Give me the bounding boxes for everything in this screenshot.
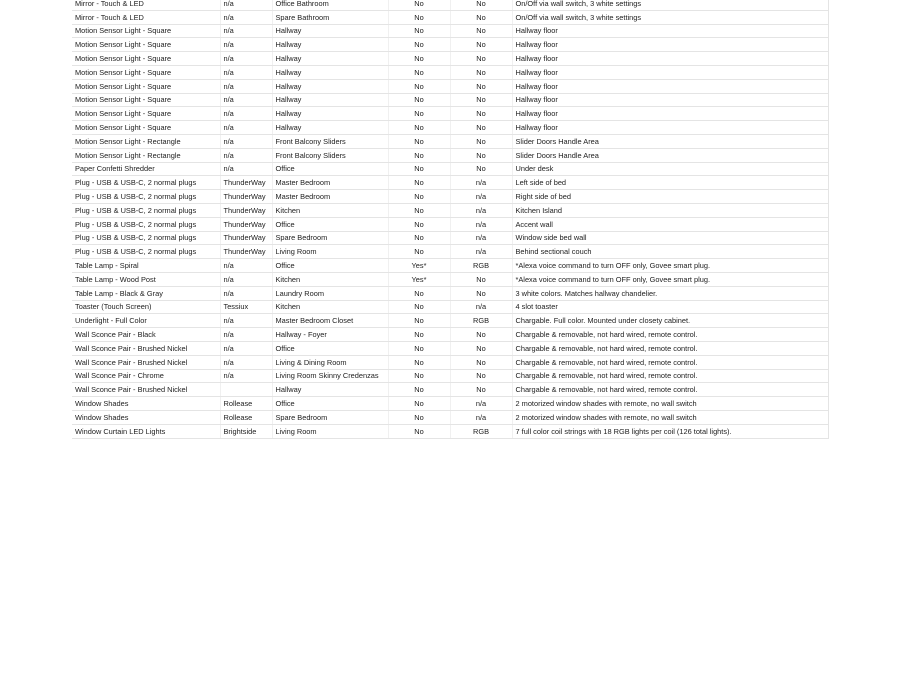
cell-item[interactable]: Wall Sconce Pair - Brushed Nickel: [72, 341, 220, 355]
cell-brand[interactable]: ThunderWay: [220, 245, 272, 259]
cell-color[interactable]: n/a: [450, 245, 512, 259]
table-row: [72, 231, 828, 245]
cell-brand[interactable]: n/a: [220, 24, 272, 38]
cell-brand[interactable]: ThunderWay: [220, 231, 272, 245]
table-row: [72, 424, 828, 438]
cell-notes[interactable]: Chargable & removable, not hard wired, remote control.: [512, 328, 828, 342]
cell-brand[interactable]: n/a: [220, 369, 272, 383]
cell-notes[interactable]: Hallway floor: [512, 38, 828, 52]
cell-brand[interactable]: n/a: [220, 341, 272, 355]
cell-voice-control[interactable]: No: [388, 65, 450, 79]
table-row: [72, 65, 828, 79]
cell-item[interactable]: Plug - USB & USB-C, 2 normal plugs: [72, 231, 220, 245]
cell-color[interactable]: RGB: [450, 314, 512, 328]
cell-item[interactable]: Toaster (Touch Screen): [72, 300, 220, 314]
cell-brand[interactable]: n/a: [220, 0, 272, 10]
cell-location[interactable]: Hallway: [272, 65, 388, 79]
cell-item[interactable]: Plug - USB & USB-C, 2 normal plugs: [72, 190, 220, 204]
cell-location[interactable]: Hallway: [272, 52, 388, 66]
cell-brand[interactable]: n/a: [220, 134, 272, 148]
table-row: [72, 0, 828, 10]
cell-brand[interactable]: n/a: [220, 52, 272, 66]
cell-notes[interactable]: On/Off via wall switch, 3 white settings: [512, 0, 828, 10]
cell-notes[interactable]: 3 white colors. Matches hallway chandelier.: [512, 286, 828, 300]
cell-notes[interactable]: *Alexa voice command to turn OFF only, Govee smart plug.: [512, 272, 828, 286]
cell-color[interactable]: No: [450, 10, 512, 24]
cell-voice-control[interactable]: No: [388, 383, 450, 397]
cell-voice-control[interactable]: No: [388, 300, 450, 314]
table-row: [72, 369, 828, 383]
table-row: [72, 217, 828, 231]
cell-brand[interactable]: n/a: [220, 10, 272, 24]
cell-color[interactable]: n/a: [450, 217, 512, 231]
cell-location[interactable]: Office: [272, 341, 388, 355]
cell-color[interactable]: No: [450, 355, 512, 369]
table-row: [72, 107, 828, 121]
cell-brand[interactable]: Rollease: [220, 410, 272, 424]
cell-item[interactable]: Motion Sensor Light - Rectangle: [72, 148, 220, 162]
cell-notes[interactable]: Chargable. Full color. Mounted under closety cabinet.: [512, 314, 828, 328]
cell-brand[interactable]: n/a: [220, 314, 272, 328]
cell-item[interactable]: Plug - USB & USB-C, 2 normal plugs: [72, 203, 220, 217]
cell-color[interactable]: No: [450, 341, 512, 355]
cell-notes[interactable]: Chargable & removable, not hard wired, remote control.: [512, 383, 828, 397]
cell-voice-control[interactable]: Yes*: [388, 272, 450, 286]
cell-color[interactable]: No: [450, 52, 512, 66]
cell-color[interactable]: No: [450, 79, 512, 93]
cell-voice-control[interactable]: No: [388, 79, 450, 93]
cell-notes[interactable]: Right side of bed: [512, 190, 828, 204]
cell-color[interactable]: n/a: [450, 410, 512, 424]
table-row: [72, 259, 828, 273]
cell-brand[interactable]: n/a: [220, 162, 272, 176]
cell-item[interactable]: Mirror - Touch & LED: [72, 10, 220, 24]
cell-notes[interactable]: Hallway floor: [512, 65, 828, 79]
cell-location[interactable]: Living Room Skinny Credenzas: [272, 369, 388, 383]
cell-location[interactable]: Spare Bathroom: [272, 10, 388, 24]
cell-notes[interactable]: Chargable & removable, not hard wired, remote control.: [512, 369, 828, 383]
cell-location[interactable]: Hallway: [272, 93, 388, 107]
cell-notes[interactable]: Hallway floor: [512, 52, 828, 66]
cell-location[interactable]: Master Bedroom: [272, 190, 388, 204]
cell-item[interactable]: Wall Sconce Pair - Black: [72, 328, 220, 342]
device-inventory-table: [72, 0, 829, 439]
cell-voice-control[interactable]: No: [388, 0, 450, 10]
cell-item[interactable]: Plug - USB & USB-C, 2 normal plugs: [72, 176, 220, 190]
cell-notes[interactable]: *Alexa voice command to turn OFF only, Govee smart plug.: [512, 259, 828, 273]
cell-item[interactable]: Plug - USB & USB-C, 2 normal plugs: [72, 217, 220, 231]
cell-voice-control[interactable]: No: [388, 355, 450, 369]
cell-voice-control[interactable]: No: [388, 203, 450, 217]
cell-brand[interactable]: ThunderWay: [220, 176, 272, 190]
cell-location[interactable]: Spare Bedroom: [272, 410, 388, 424]
cell-color[interactable]: n/a: [450, 397, 512, 411]
table-row: [72, 300, 828, 314]
table-body: [72, 0, 828, 438]
cell-brand[interactable]: ThunderWay: [220, 217, 272, 231]
cell-item[interactable]: Paper Confetti Shredder: [72, 162, 220, 176]
cell-brand[interactable]: n/a: [220, 259, 272, 273]
cell-location[interactable]: Kitchen: [272, 272, 388, 286]
cell-brand[interactable]: n/a: [220, 286, 272, 300]
cell-brand[interactable]: n/a: [220, 355, 272, 369]
cell-voice-control[interactable]: No: [388, 176, 450, 190]
cell-location[interactable]: Office Bathroom: [272, 0, 388, 10]
cell-notes[interactable]: Slider Doors Handle Area: [512, 134, 828, 148]
cell-color[interactable]: No: [450, 383, 512, 397]
cell-item[interactable]: Motion Sensor Light - Square: [72, 52, 220, 66]
cell-notes[interactable]: Hallway floor: [512, 93, 828, 107]
cell-location[interactable]: Kitchen: [272, 300, 388, 314]
cell-brand[interactable]: n/a: [220, 148, 272, 162]
cell-color[interactable]: No: [450, 134, 512, 148]
cell-item[interactable]: Mirror - Touch & LED: [72, 0, 220, 10]
cell-item[interactable]: Table Lamp - Black & Gray: [72, 286, 220, 300]
cell-item[interactable]: Motion Sensor Light - Square: [72, 24, 220, 38]
table-row: [72, 328, 828, 342]
cell-brand[interactable]: n/a: [220, 328, 272, 342]
cell-voice-control[interactable]: No: [388, 397, 450, 411]
cell-color[interactable]: n/a: [450, 176, 512, 190]
cell-item[interactable]: Wall Sconce Pair - Brushed Nickel: [72, 383, 220, 397]
cell-location[interactable]: Laundry Room: [272, 286, 388, 300]
cell-item[interactable]: Wall Sconce Pair - Chrome: [72, 369, 220, 383]
cell-brand[interactable]: n/a: [220, 93, 272, 107]
cell-color[interactable]: RGB: [450, 259, 512, 273]
cell-notes[interactable]: Accent wall: [512, 217, 828, 231]
cell-item[interactable]: Motion Sensor Light - Square: [72, 79, 220, 93]
cell-voice-control[interactable]: No: [388, 286, 450, 300]
cell-voice-control[interactable]: No: [388, 245, 450, 259]
cell-color[interactable]: No: [450, 272, 512, 286]
table-row: [72, 121, 828, 135]
cell-location[interactable]: Hallway: [272, 38, 388, 52]
table-row: [72, 93, 828, 107]
cell-voice-control[interactable]: No: [388, 10, 450, 24]
cell-item[interactable]: Table Lamp - Spiral: [72, 259, 220, 273]
cell-notes[interactable]: 2 motorized window shades with remote, no wall switch: [512, 397, 828, 411]
table-row: [72, 383, 828, 397]
cell-brand[interactable]: ThunderWay: [220, 190, 272, 204]
cell-voice-control[interactable]: No: [388, 369, 450, 383]
cell-notes[interactable]: Hallway floor: [512, 121, 828, 135]
cell-notes[interactable]: Hallway floor: [512, 79, 828, 93]
cell-location[interactable]: Hallway: [272, 383, 388, 397]
cell-voice-control[interactable]: No: [388, 314, 450, 328]
cell-item[interactable]: Motion Sensor Light - Square: [72, 121, 220, 135]
cell-location[interactable]: Office: [272, 259, 388, 273]
cell-color[interactable]: No: [450, 24, 512, 38]
cell-voice-control[interactable]: No: [388, 52, 450, 66]
cell-color[interactable]: No: [450, 369, 512, 383]
cell-voice-control[interactable]: Yes*: [388, 259, 450, 273]
cell-item[interactable]: Motion Sensor Light - Square: [72, 93, 220, 107]
cell-color[interactable]: No: [450, 121, 512, 135]
cell-color[interactable]: n/a: [450, 190, 512, 204]
cell-location[interactable]: Living Room: [272, 424, 388, 438]
table-row: [72, 245, 828, 259]
cell-voice-control[interactable]: No: [388, 38, 450, 52]
cell-notes[interactable]: Window side bed wall: [512, 231, 828, 245]
table-row: [72, 24, 828, 38]
cell-brand[interactable]: [220, 383, 272, 397]
cell-brand[interactable]: n/a: [220, 65, 272, 79]
cell-voice-control[interactable]: No: [388, 93, 450, 107]
cell-voice-control[interactable]: No: [388, 121, 450, 135]
cell-voice-control[interactable]: No: [388, 107, 450, 121]
cell-color[interactable]: n/a: [450, 231, 512, 245]
cell-brand[interactable]: ThunderWay: [220, 203, 272, 217]
cell-voice-control[interactable]: No: [388, 231, 450, 245]
cell-notes[interactable]: Chargable & removable, not hard wired, remote control.: [512, 341, 828, 355]
table-row: [72, 10, 828, 24]
cell-voice-control[interactable]: No: [388, 24, 450, 38]
cell-location[interactable]: Office: [272, 217, 388, 231]
cell-item[interactable]: Motion Sensor Light - Rectangle: [72, 134, 220, 148]
cell-voice-control[interactable]: No: [388, 424, 450, 438]
cell-location[interactable]: Spare Bedroom: [272, 231, 388, 245]
cell-location[interactable]: Hallway - Foyer: [272, 328, 388, 342]
table-row: [72, 314, 828, 328]
cell-brand[interactable]: n/a: [220, 38, 272, 52]
cell-location[interactable]: Master Bedroom Closet: [272, 314, 388, 328]
cell-voice-control[interactable]: No: [388, 217, 450, 231]
cell-location[interactable]: Hallway: [272, 24, 388, 38]
cell-location[interactable]: Hallway: [272, 79, 388, 93]
cell-brand[interactable]: n/a: [220, 272, 272, 286]
cell-color[interactable]: No: [450, 107, 512, 121]
cell-brand[interactable]: Tessiux: [220, 300, 272, 314]
table-row: [72, 397, 828, 411]
cell-color[interactable]: No: [450, 65, 512, 79]
cell-brand[interactable]: n/a: [220, 121, 272, 135]
table-row: [72, 272, 828, 286]
cell-location[interactable]: Front Balcony Sliders: [272, 148, 388, 162]
cell-voice-control[interactable]: No: [388, 134, 450, 148]
cell-color[interactable]: n/a: [450, 300, 512, 314]
table-row: [72, 79, 828, 93]
cell-notes[interactable]: 2 motorized window shades with remote, no wall switch: [512, 410, 828, 424]
cell-color[interactable]: RGB: [450, 424, 512, 438]
cell-notes[interactable]: 7 full color coil strings with 18 RGB lights per coil (126 total lights).: [512, 424, 828, 438]
cell-color[interactable]: No: [450, 328, 512, 342]
cell-item[interactable]: Window Shades: [72, 397, 220, 411]
cell-location[interactable]: Kitchen: [272, 203, 388, 217]
table-row: [72, 203, 828, 217]
cell-item[interactable]: Motion Sensor Light - Square: [72, 65, 220, 79]
table-row: [72, 162, 828, 176]
cell-voice-control[interactable]: No: [388, 328, 450, 342]
cell-location[interactable]: Office: [272, 397, 388, 411]
cell-notes[interactable]: Hallway floor: [512, 107, 828, 121]
table-row: [72, 355, 828, 369]
cell-notes[interactable]: Hallway floor: [512, 24, 828, 38]
cell-location[interactable]: Front Balcony Sliders: [272, 134, 388, 148]
table-row: [72, 286, 828, 300]
cell-voice-control[interactable]: No: [388, 341, 450, 355]
cell-item[interactable]: Motion Sensor Light - Square: [72, 38, 220, 52]
cell-voice-control[interactable]: No: [388, 162, 450, 176]
cell-location[interactable]: Living & Dining Room: [272, 355, 388, 369]
table-row: [72, 341, 828, 355]
table-row: [72, 38, 828, 52]
cell-voice-control[interactable]: No: [388, 410, 450, 424]
cell-notes[interactable]: Kitchen Island: [512, 203, 828, 217]
cell-location[interactable]: Master Bedroom: [272, 176, 388, 190]
cell-item[interactable]: Window Curtain LED Lights: [72, 424, 220, 438]
table-row: [72, 52, 828, 66]
table-row: [72, 148, 828, 162]
cell-location[interactable]: Living Room: [272, 245, 388, 259]
cell-color[interactable]: No: [450, 38, 512, 52]
cell-item[interactable]: Wall Sconce Pair - Brushed Nickel: [72, 355, 220, 369]
table-row: [72, 190, 828, 204]
cell-notes[interactable]: Behind sectional couch: [512, 245, 828, 259]
cell-location[interactable]: Hallway: [272, 121, 388, 135]
cell-brand[interactable]: n/a: [220, 79, 272, 93]
cell-notes[interactable]: Under desk: [512, 162, 828, 176]
cell-color[interactable]: No: [450, 162, 512, 176]
cell-item[interactable]: Motion Sensor Light - Square: [72, 107, 220, 121]
cell-item[interactable]: Table Lamp - Wood Post: [72, 272, 220, 286]
table-row: [72, 134, 828, 148]
cell-color[interactable]: No: [450, 148, 512, 162]
cell-notes[interactable]: Chargable & removable, not hard wired, remote control.: [512, 355, 828, 369]
cell-location[interactable]: Office: [272, 162, 388, 176]
table-row: [72, 410, 828, 424]
cell-notes[interactable]: 4 slot toaster: [512, 300, 828, 314]
cell-brand[interactable]: Rollease: [220, 397, 272, 411]
cell-item[interactable]: Underlight - Full Color: [72, 314, 220, 328]
spreadsheet-page: [72, 0, 828, 439]
cell-voice-control[interactable]: No: [388, 148, 450, 162]
cell-brand[interactable]: Brightside: [220, 424, 272, 438]
cell-item[interactable]: Plug - USB & USB-C, 2 normal plugs: [72, 245, 220, 259]
cell-color[interactable]: No: [450, 0, 512, 10]
cell-brand[interactable]: n/a: [220, 107, 272, 121]
cell-color[interactable]: No: [450, 286, 512, 300]
cell-notes[interactable]: On/Off via wall switch, 3 white settings: [512, 10, 828, 24]
cell-color[interactable]: n/a: [450, 203, 512, 217]
cell-voice-control[interactable]: No: [388, 190, 450, 204]
cell-notes[interactable]: Left side of bed: [512, 176, 828, 190]
cell-location[interactable]: Hallway: [272, 107, 388, 121]
cell-color[interactable]: No: [450, 93, 512, 107]
cell-notes[interactable]: Slider Doors Handle Area: [512, 148, 828, 162]
table-row: [72, 176, 828, 190]
cell-item[interactable]: Window Shades: [72, 410, 220, 424]
